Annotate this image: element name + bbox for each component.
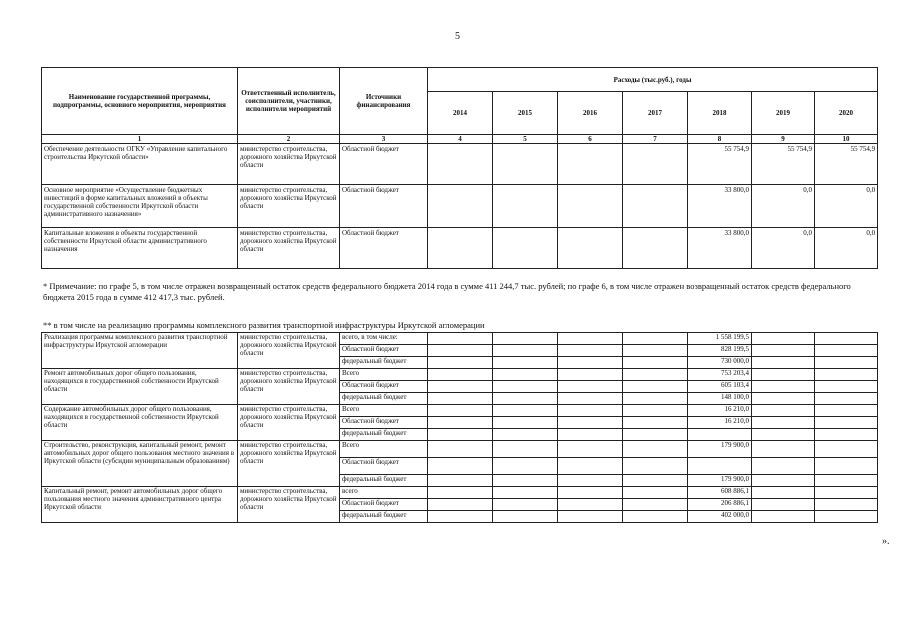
empty-cell bbox=[752, 393, 815, 405]
empty-cell bbox=[428, 458, 493, 475]
column-number-8: 8 bbox=[688, 135, 752, 144]
empty-cell bbox=[558, 475, 623, 487]
empty-cell bbox=[558, 393, 623, 405]
funding-source: Всего bbox=[340, 405, 428, 417]
empty-cell bbox=[815, 333, 878, 345]
empty-cell bbox=[752, 369, 815, 381]
column-number-5: 5 bbox=[493, 135, 558, 144]
funding-source: всего, в том числе: bbox=[340, 333, 428, 345]
value-2018: 179 900,0 bbox=[688, 441, 752, 458]
value-cell bbox=[493, 228, 558, 269]
empty-cell bbox=[815, 429, 878, 441]
empty-cell bbox=[558, 345, 623, 357]
empty-cell bbox=[623, 441, 688, 458]
executor: министерство строительства, дорожного хозяйства Иркутской области bbox=[238, 144, 340, 185]
year-header-2017: 2017 bbox=[623, 92, 688, 135]
value-2018: 16 210,0 bbox=[688, 405, 752, 417]
empty-cell bbox=[558, 405, 623, 417]
value-cell bbox=[493, 144, 558, 185]
executor: министерство строительства, дорожного хозяйства Иркутской области bbox=[238, 228, 340, 269]
empty-cell bbox=[815, 475, 878, 487]
value-cell: 55 754,9 bbox=[752, 144, 815, 185]
program-name: Капитальные вложения в объекты государственной собственности Иркутской области административного назначения bbox=[42, 228, 238, 269]
empty-cell bbox=[558, 441, 623, 458]
empty-cell bbox=[752, 511, 815, 523]
empty-cell bbox=[428, 429, 493, 441]
empty-cell bbox=[428, 345, 493, 357]
table-row bbox=[42, 369, 878, 381]
value-2018: 206 886,1 bbox=[688, 499, 752, 511]
empty-cell bbox=[623, 393, 688, 405]
funding-source: федеральный бюджет bbox=[340, 429, 428, 441]
empty-cell bbox=[428, 381, 493, 393]
empty-cell bbox=[623, 417, 688, 429]
value-2018: 148 100,0 bbox=[688, 393, 752, 405]
empty-cell bbox=[623, 405, 688, 417]
empty-cell bbox=[815, 441, 878, 458]
executor: министерство строительства, дорожного хозяйства Иркутской области bbox=[238, 487, 340, 523]
funding-source: Областной бюджет bbox=[340, 458, 428, 475]
table-row bbox=[42, 228, 878, 269]
empty-cell bbox=[428, 369, 493, 381]
executor: министерство строительства, дорожного хозяйства Иркутской области bbox=[238, 441, 340, 487]
value-cell bbox=[428, 144, 493, 185]
funding-source: Областной бюджет bbox=[340, 499, 428, 511]
value-cell: 0,0 bbox=[815, 228, 878, 269]
closing-quote: ». bbox=[882, 536, 890, 547]
value-cell bbox=[428, 185, 493, 228]
footnote-2: ** в том числе на реализацию программы комплексного развития транспортной инфраструктуры Иркутской агломерации bbox=[43, 320, 485, 330]
funding-source: Областной бюджет bbox=[340, 185, 428, 228]
empty-cell bbox=[558, 417, 623, 429]
empty-cell bbox=[428, 417, 493, 429]
funding-source: Всего bbox=[340, 441, 428, 458]
empty-cell bbox=[752, 487, 815, 499]
empty-cell bbox=[752, 405, 815, 417]
value-cell bbox=[623, 228, 688, 269]
empty-cell bbox=[815, 405, 878, 417]
value-cell bbox=[558, 144, 623, 185]
executor: министерство строительства, дорожного хозяйства Иркутской области bbox=[238, 185, 340, 228]
empty-cell bbox=[623, 487, 688, 499]
value-cell: 0,0 bbox=[752, 228, 815, 269]
empty-cell bbox=[623, 458, 688, 475]
funding-source: Областной бюджет bbox=[340, 417, 428, 429]
year-header-2014: 2014 bbox=[428, 92, 493, 135]
value-2018: 608 886,1 bbox=[688, 487, 752, 499]
empty-cell bbox=[815, 381, 878, 393]
value-2018: 753 203,4 bbox=[688, 369, 752, 381]
empty-cell bbox=[428, 357, 493, 369]
value-cell bbox=[428, 228, 493, 269]
empty-cell bbox=[493, 405, 558, 417]
empty-cell bbox=[815, 511, 878, 523]
empty-cell bbox=[493, 393, 558, 405]
empty-cell bbox=[815, 458, 878, 475]
empty-cell bbox=[493, 369, 558, 381]
value-2018: 828 199,5 bbox=[688, 345, 752, 357]
footnote-1: * Примечание: по графе 5, в том числе отражен возвращенный остаток средств федерального бюджета 2014 года в сумме 411 244,7 тыс. рублей; по графе 6, в том числе отражен возвращенный остаток средств федерального бюджета 2015 года в сумме 412 417,3 тыс. рублей. bbox=[43, 281, 851, 302]
value-2018: 16 210,0 bbox=[688, 417, 752, 429]
empty-cell bbox=[752, 475, 815, 487]
table-row bbox=[42, 144, 878, 185]
empty-cell bbox=[815, 499, 878, 511]
table-row bbox=[42, 487, 878, 499]
funding-source: всего bbox=[340, 487, 428, 499]
empty-cell bbox=[558, 458, 623, 475]
empty-cell bbox=[752, 333, 815, 345]
value-2018 bbox=[688, 429, 752, 441]
empty-cell bbox=[815, 487, 878, 499]
empty-cell bbox=[623, 511, 688, 523]
value-2018: 605 103,4 bbox=[688, 381, 752, 393]
value-cell bbox=[558, 228, 623, 269]
empty-cell bbox=[752, 458, 815, 475]
column-number-6: 6 bbox=[558, 135, 623, 144]
empty-cell bbox=[623, 475, 688, 487]
measure-name: Содержание автомобильных дорог общего пользования, находящихся в государственной собственности Иркутской области bbox=[42, 405, 238, 441]
empty-cell bbox=[428, 393, 493, 405]
empty-cell bbox=[493, 511, 558, 523]
funding-source: Всего bbox=[340, 369, 428, 381]
empty-cell bbox=[428, 475, 493, 487]
empty-cell bbox=[752, 381, 815, 393]
empty-cell bbox=[815, 345, 878, 357]
empty-cell bbox=[493, 417, 558, 429]
empty-cell bbox=[558, 429, 623, 441]
empty-cell bbox=[493, 345, 558, 357]
value-cell bbox=[623, 144, 688, 185]
funding-source: Областной бюджет bbox=[340, 345, 428, 357]
year-header-2015: 2015 bbox=[493, 92, 558, 135]
header-name: Наименование государственной программы, подпрограммы, основного мероприятия, мероприятия bbox=[42, 68, 238, 135]
funding-source: Областной бюджет bbox=[340, 228, 428, 269]
value-2018 bbox=[688, 458, 752, 475]
value-cell: 55 754,9 bbox=[815, 144, 878, 185]
header-executor: Ответственный исполнитель, соисполнители, участники, исполнители мероприятий bbox=[238, 68, 340, 135]
empty-cell bbox=[752, 417, 815, 429]
value-2018: 402 000,0 bbox=[688, 511, 752, 523]
table-row bbox=[42, 185, 878, 228]
funding-source: федеральный бюджет bbox=[340, 475, 428, 487]
empty-cell bbox=[623, 345, 688, 357]
empty-cell bbox=[752, 499, 815, 511]
header-expenses: Расходы (тыс.руб.), годы bbox=[428, 68, 878, 92]
empty-cell bbox=[493, 357, 558, 369]
funding-source: федеральный бюджет bbox=[340, 357, 428, 369]
empty-cell bbox=[815, 417, 878, 429]
funding-source: Областной бюджет bbox=[340, 144, 428, 185]
column-number-2: 2 bbox=[238, 135, 340, 144]
executor: министерство строительства, дорожного хозяйства Иркутской области bbox=[238, 369, 340, 405]
program-name: Основное мероприятие «Осуществление бюджетных инвестиций в форме капитальных вложений в объекты государственной собственности Иркутской области административного назначения» bbox=[42, 185, 238, 228]
empty-cell bbox=[815, 357, 878, 369]
year-header-2018: 2018 bbox=[688, 92, 752, 135]
column-numbers-row bbox=[42, 135, 878, 144]
empty-cell bbox=[428, 487, 493, 499]
empty-cell bbox=[493, 458, 558, 475]
empty-cell bbox=[428, 333, 493, 345]
value-cell bbox=[493, 185, 558, 228]
empty-cell bbox=[815, 369, 878, 381]
column-number-3: 3 bbox=[340, 135, 428, 144]
value-cell: 33 800,0 bbox=[688, 228, 752, 269]
empty-cell bbox=[623, 369, 688, 381]
empty-cell bbox=[493, 441, 558, 458]
empty-cell bbox=[752, 429, 815, 441]
measure-name: Капитальный ремонт, ремонт автомобильных дорог общего пользования местного значения административного центра Иркутской области bbox=[42, 487, 238, 523]
empty-cell bbox=[493, 499, 558, 511]
empty-cell bbox=[815, 393, 878, 405]
empty-cell bbox=[428, 441, 493, 458]
value-2018: 730 000,0 bbox=[688, 357, 752, 369]
value-cell: 55 754,9 bbox=[688, 144, 752, 185]
column-number-9: 9 bbox=[752, 135, 815, 144]
empty-cell bbox=[558, 357, 623, 369]
year-header-2019: 2019 bbox=[752, 92, 815, 135]
empty-cell bbox=[558, 369, 623, 381]
empty-cell bbox=[558, 487, 623, 499]
empty-cell bbox=[493, 429, 558, 441]
empty-cell bbox=[558, 381, 623, 393]
empty-cell bbox=[493, 381, 558, 393]
empty-cell bbox=[428, 511, 493, 523]
executor: министерство строительства, дорожного хозяйства Иркутской области bbox=[238, 405, 340, 441]
measure-name: Строительство, реконструкция, капитальный ремонт, ремонт автомобильных дорог общего пользования местного значения в Иркутской области (субсидии муниципальным образованиям) bbox=[42, 441, 238, 487]
empty-cell bbox=[558, 499, 623, 511]
empty-cell bbox=[493, 487, 558, 499]
year-header-2020: 2020 bbox=[815, 92, 878, 135]
empty-cell bbox=[623, 357, 688, 369]
value-2018: 1 558 199,5 bbox=[688, 333, 752, 345]
value-cell: 33 800,0 bbox=[688, 185, 752, 228]
funding-source: федеральный бюджет bbox=[340, 393, 428, 405]
table-row bbox=[42, 405, 878, 417]
empty-cell bbox=[428, 405, 493, 417]
year-header-2016: 2016 bbox=[558, 92, 623, 135]
column-number-7: 7 bbox=[623, 135, 688, 144]
program-name: Обеспечение деятельности ОГКУ «Управление капитального строительства Иркутской области» bbox=[42, 144, 238, 185]
value-cell: 0,0 bbox=[815, 185, 878, 228]
empty-cell bbox=[428, 499, 493, 511]
empty-cell bbox=[752, 345, 815, 357]
funding-source: федеральный бюджет bbox=[340, 511, 428, 523]
empty-cell bbox=[558, 333, 623, 345]
empty-cell bbox=[623, 333, 688, 345]
table-row bbox=[42, 441, 878, 458]
empty-cell bbox=[493, 475, 558, 487]
value-cell bbox=[623, 185, 688, 228]
column-number-4: 4 bbox=[428, 135, 493, 144]
page-number: 5 bbox=[455, 31, 460, 42]
measure-name: Ремонт автомобильных дорог общего пользования, находящихся в государственной собственности Иркутской области bbox=[42, 369, 238, 405]
empty-cell bbox=[623, 499, 688, 511]
empty-cell bbox=[752, 357, 815, 369]
empty-cell bbox=[493, 333, 558, 345]
empty-cell bbox=[623, 429, 688, 441]
header-source: Источники финансирования bbox=[340, 68, 428, 135]
empty-cell bbox=[558, 511, 623, 523]
budget-table bbox=[41, 67, 878, 269]
value-2018: 179 900,0 bbox=[688, 475, 752, 487]
column-number-1: 1 bbox=[42, 135, 238, 144]
value-cell bbox=[558, 185, 623, 228]
agglomeration-table bbox=[41, 332, 878, 523]
table-row bbox=[42, 333, 878, 345]
funding-source: Областной бюджет bbox=[340, 381, 428, 393]
value-cell: 0,0 bbox=[752, 185, 815, 228]
empty-cell bbox=[752, 441, 815, 458]
empty-cell bbox=[623, 381, 688, 393]
executor: министерство строительства, дорожного хозяйства Иркутской области bbox=[238, 333, 340, 369]
column-number-10: 10 bbox=[815, 135, 878, 144]
measure-name: Реализация программы комплексного развития транспортной инфраструктуры Иркутской агломерации bbox=[42, 333, 238, 369]
